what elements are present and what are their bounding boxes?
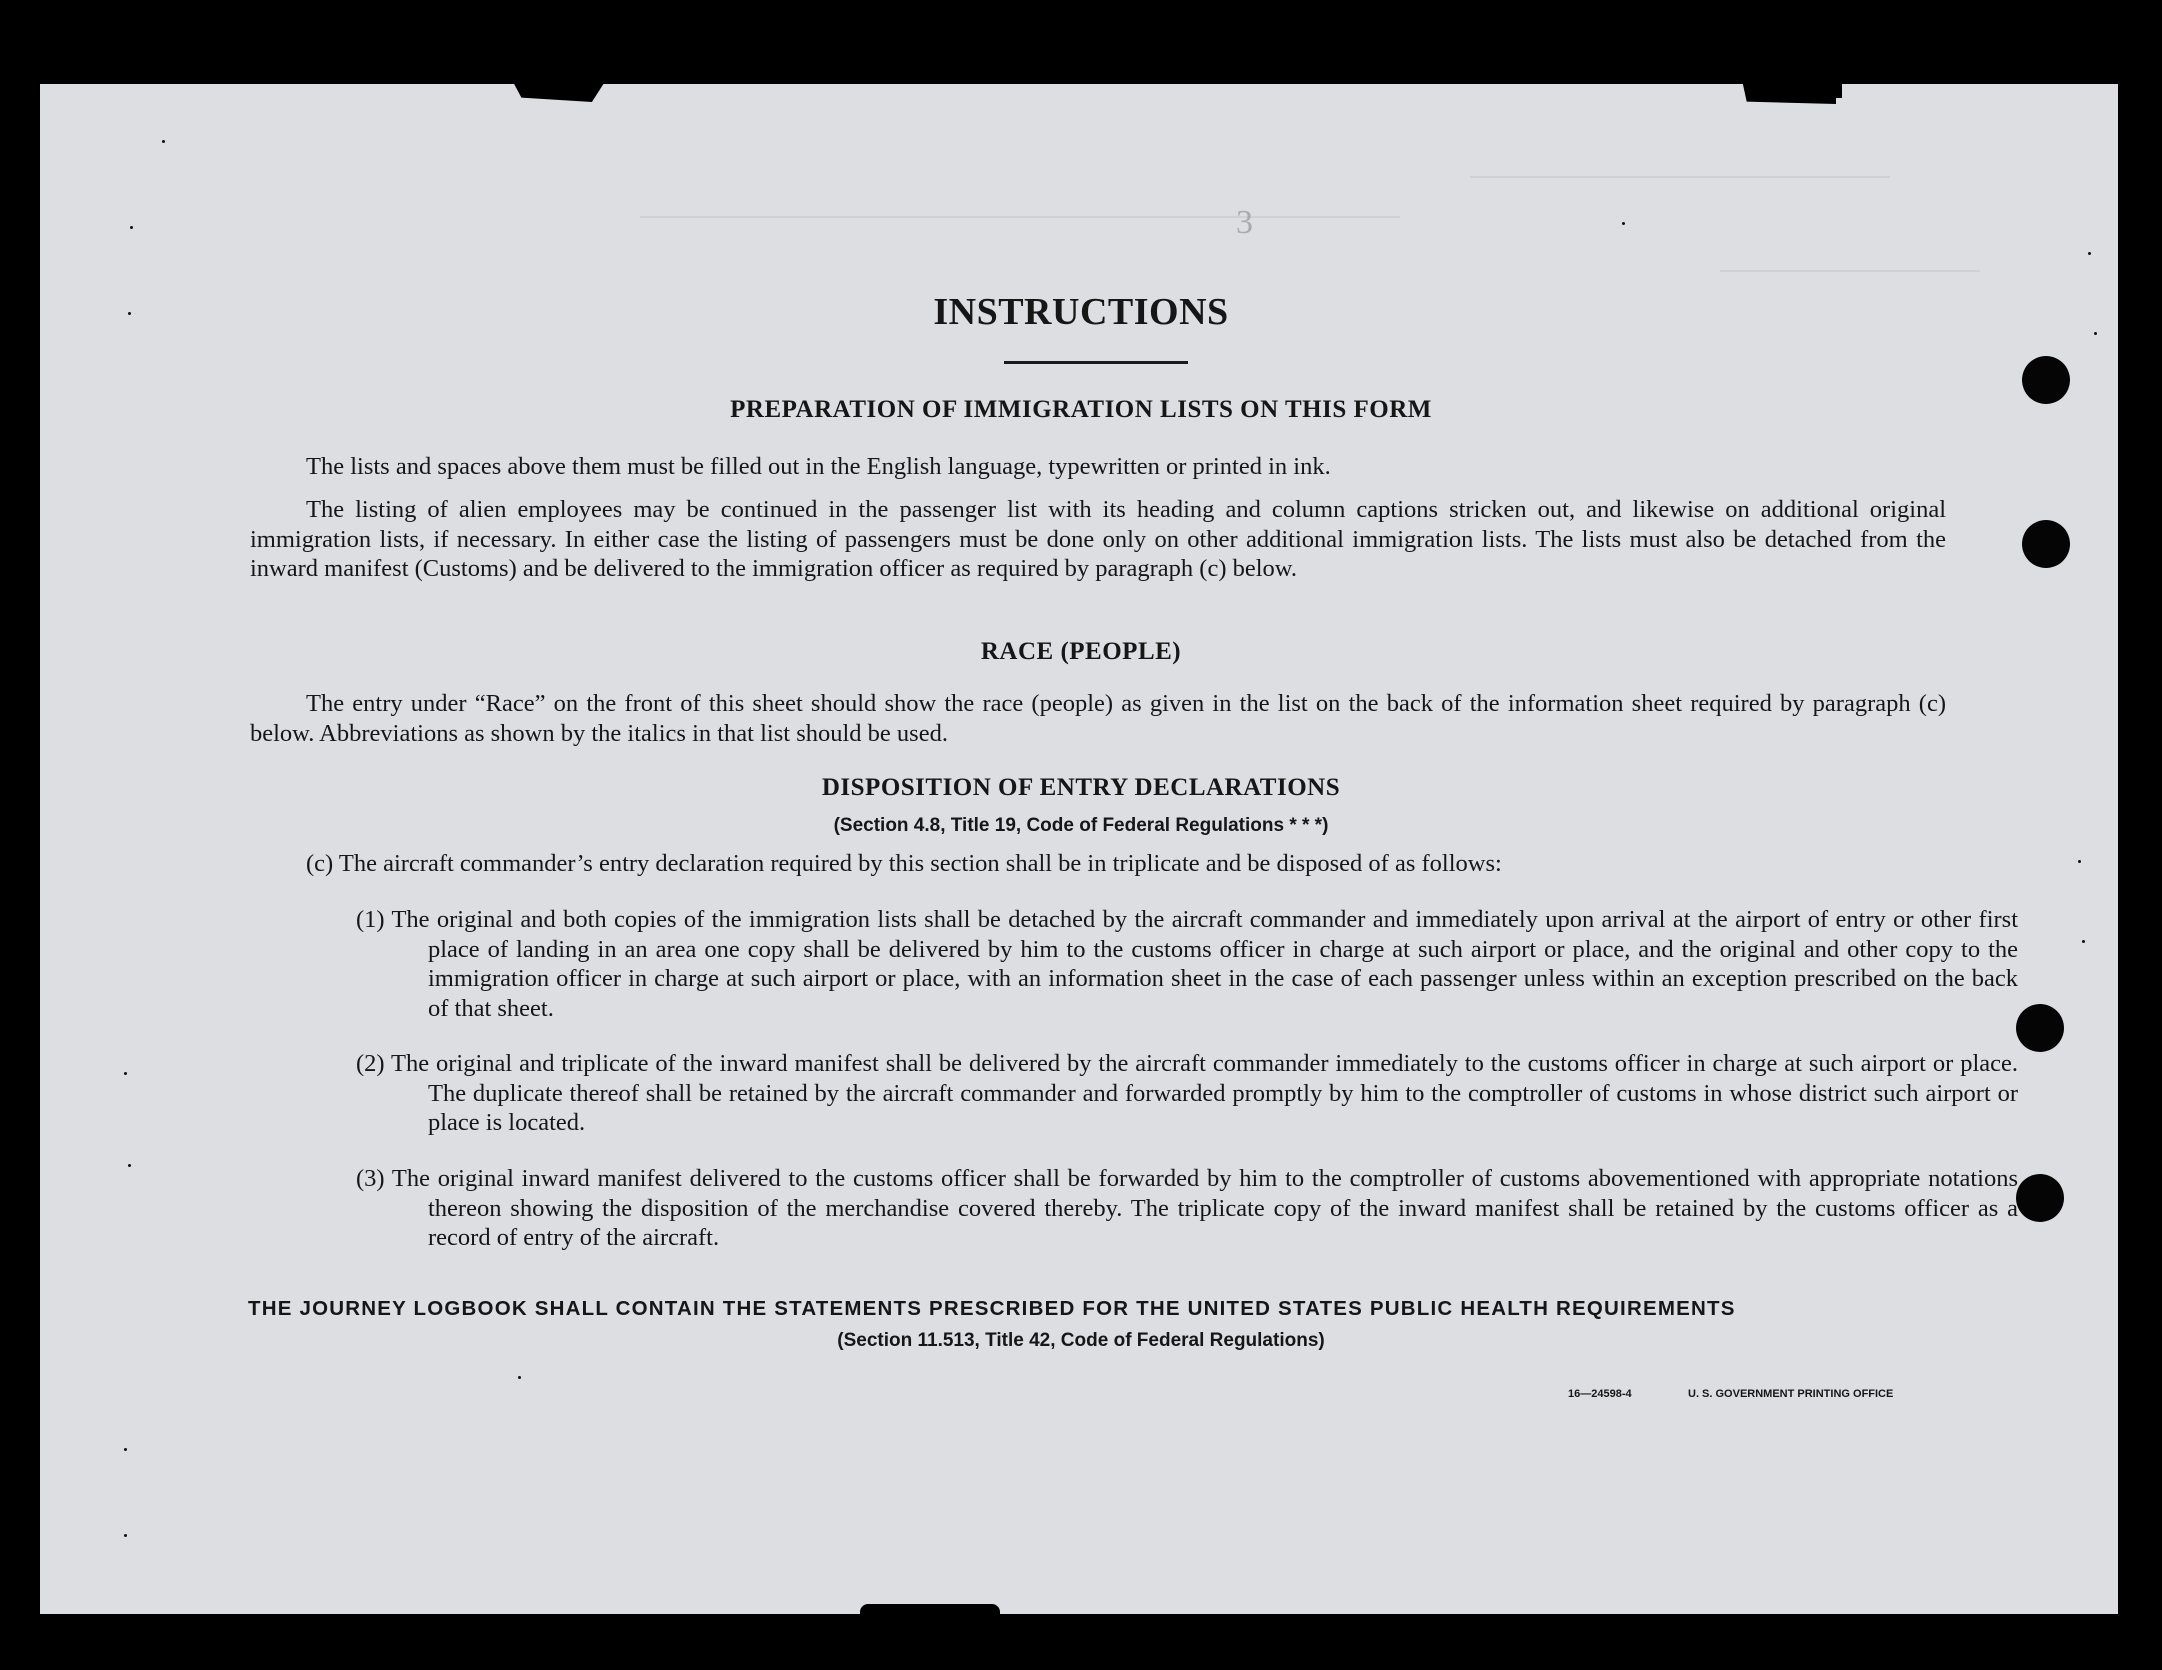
preparation-paragraph-1: The lists and spaces above them must be filled out in the English language, typewritten or printed in ink.: [306, 453, 1331, 480]
speck: [2088, 252, 2091, 255]
page-title: INSTRUCTIONS: [933, 291, 1229, 333]
title-underline: [1004, 361, 1188, 364]
punch-hole-4: [2016, 1174, 2064, 1222]
form-number: 16—24598-4: [1568, 1388, 1632, 1400]
speck: [518, 1376, 521, 1379]
bleed-through: [1720, 270, 1980, 272]
speck: [2082, 940, 2085, 943]
disposition-item-3: (3) The original inward manifest delivered to the customs officer shall be forwarded by him to the comptroller of customs abovementioned with appropriate notations thereon showing the disposition of the merchandise covered thereby. The triplicate copy of the inward manifest shall be retained by the customs officer as a record of entry of the aircraft.: [356, 1165, 2018, 1251]
speck: [124, 1534, 127, 1537]
race-heading: RACE (PEOPLE): [980, 638, 1182, 665]
punch-hole-2: [2022, 520, 2070, 568]
disposition-item-1: (1) The original and both copies of the immigration lists shall be detached by the aircraft commander and immediately upon arrival at the airport of entry or other first place of landing in an area one copy shall be delivered by him to the customs officer in charge at such airport or place, and the original and other copy to the immigration officer in charge at such airport or place, with an information sheet in the case of each passenger unless within an exception prescribed on the back of that sheet.: [356, 906, 2018, 1022]
preparation-paragraph-2: The listing of alien employees may be continued in the passenger list with its heading and column captions stricken out, and likewise on additional original immigration lists, if necessary. In either case the listing of passengers must be done only on other additional immigration lists. The lists must also be detached from the inward manifest (Customs) and be delivered to the immigration officer as required by paragraph (c) below.: [250, 496, 1946, 582]
disposition-item-2: (2) The original and triplicate of the inward manifest shall be delivered by the aircraft commander immediately to the customs officer in charge at such airport or place. The duplicate thereof shall be retained by the aircraft commander and forwarded promptly by him to the comptroller of customs in whose district such airport or place is located.: [356, 1050, 2018, 1136]
speck: [162, 140, 165, 143]
top-right-tear: [1742, 80, 1836, 104]
top-right-notch: [1826, 58, 1842, 98]
preparation-heading: PREPARATION OF IMMIGRATION LISTS ON THIS FORM: [730, 396, 1432, 423]
speck: [124, 1448, 127, 1451]
bottom-tear: [860, 1604, 1000, 1618]
bleed-through: [640, 216, 1400, 218]
bleed-through: [1470, 176, 1890, 178]
speck: [2078, 860, 2081, 863]
speck: [1622, 222, 1625, 225]
punch-hole-3: [2016, 1004, 2064, 1052]
disposition-heading: DISPOSITION OF ENTRY DECLARATIONS: [821, 774, 1341, 801]
disposition-reference: (Section 4.8, Title 19, Code of Federal Regulations * * *): [833, 815, 1329, 836]
race-paragraph: The entry under “Race” on the front of this sheet should show the race (people) as given in the list on the back of the information sheet required by paragraph (c) below. Abbreviations as shown by the italics in that list should be used.: [250, 690, 1946, 747]
speck: [130, 226, 133, 229]
health-statement: THE JOURNEY LOGBOOK SHALL CONTAIN THE STATEMENTS PRESCRIBED FOR THE UNITED STATES PUBLIC HEALTH REQUIREMENTS: [248, 1297, 1736, 1320]
printer-credit: U. S. GOVERNMENT PRINTING OFFICE: [1688, 1388, 1894, 1400]
disposition-intro: (c) The aircraft commander’s entry declaration required by this section shall be in triplicate and be disposed of as follows:: [306, 850, 1502, 877]
top-left-notch: [490, 40, 520, 62]
speck: [124, 1072, 127, 1075]
health-reference: (Section 11.513, Title 42, Code of Federal Regulations): [837, 1330, 1325, 1351]
page-mark: 3: [1236, 204, 1253, 241]
speck: [128, 1164, 131, 1167]
